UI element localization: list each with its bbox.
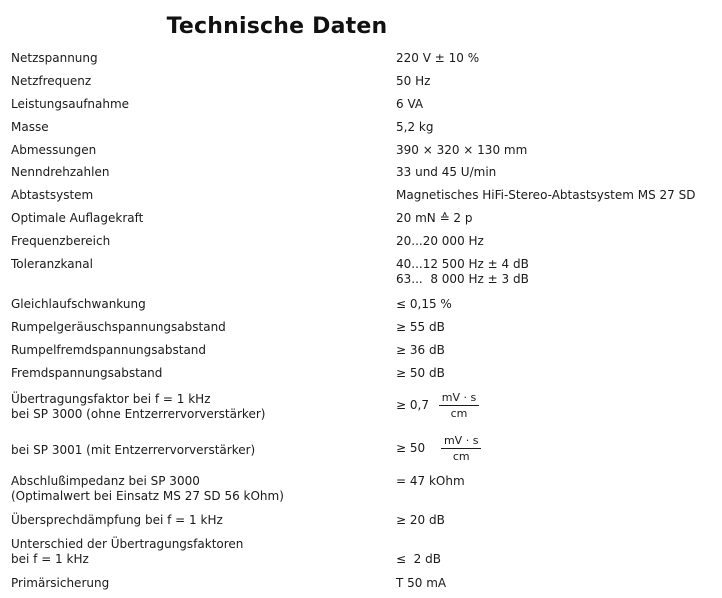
spec-label: Fremdspannungsabstand (11, 366, 163, 380)
unit-fraction: $\frac{mV \cdot s}{cm}$ (441, 434, 481, 463)
page-title: Technische Daten (166, 14, 388, 39)
spec-label: Abmessungen (11, 143, 97, 157)
spec-label: Gleichlaufschwankung (11, 297, 146, 311)
spec-label: Übertragungsfaktor bei f = 1 kHz bei SP 3000 (ohne Entzerrervorverstärker) (11, 392, 266, 421)
spec-label: Nenndrehzahlen (11, 165, 110, 179)
spec-value: 390 × 320 × 130 mm (396, 143, 528, 157)
spec-label: Primärsicherung (11, 576, 110, 590)
spec-label: Übersprechdämpfung bei f = 1 kHz (11, 513, 223, 527)
spec-value: ≤ 2 dB (396, 552, 441, 566)
spec-label: Leistungsaufnahme (11, 97, 130, 111)
spec-label: Rumpelgeräuschspannungsabstand (11, 320, 226, 334)
spec-label: Netzfrequenz (11, 74, 92, 88)
spec-value: ≥ 20 dB (396, 513, 445, 527)
spec-value: 20...20 000 Hz (396, 234, 484, 248)
spec-label: Masse (11, 120, 49, 134)
spec-value: 20 mN ≙ 2 p (396, 211, 473, 225)
spec-value: ≥ 50 $\frac{mV \cdot s}{cm}$ (396, 434, 481, 463)
spec-label: Rumpelfremdspannungsabstand (11, 343, 207, 357)
spec-label: Abschlußimpedanz bei SP 3000 (Optimalwert bei Einsatz MS 27 SD 56 kOhm) (11, 474, 284, 503)
spec-label: Unterschied der Übertragungsfaktoren bei f = 1 kHz (11, 537, 244, 566)
spec-value: ≥ 50 dB (396, 366, 445, 380)
spec-value: ≥ 36 dB (396, 343, 445, 357)
spec-value: 5,2 kg (396, 120, 434, 134)
spec-value: ≥ 55 dB (396, 320, 445, 334)
spec-value: 40...12 500 Hz ± 4 dB 63... 8 000 Hz ± 3 dB (396, 257, 529, 286)
spec-value: ≤ 0,15 % (396, 297, 452, 311)
spec-value: = 47 kOhm (396, 474, 465, 488)
spec-value: 6 VA (396, 97, 424, 111)
spec-label: Netzspannung (11, 51, 98, 65)
spec-label: Abtastsystem (11, 188, 94, 202)
spec-label: Optimale Auflagekraft (11, 211, 144, 225)
spec-value: Magnetisches HiFi-Stereo-Abtastsystem MS 27 SD (396, 188, 696, 202)
unit-fraction: $\frac{mV \cdot s}{cm}$ (439, 391, 479, 420)
spec-value: ≥ 0,7 $\frac{mV \cdot s}{cm}$ (396, 391, 479, 420)
spec-value: 50 Hz (396, 74, 431, 88)
spec-label: bei SP 3001 (mit Entzerrervorverstärker) (11, 443, 256, 457)
spec-value: T 50 mA (396, 576, 447, 590)
spec-label: Toleranzkanal (11, 257, 93, 271)
spec-label: Frequenzbereich (11, 234, 111, 248)
spec-value: 33 und 45 U/min (396, 165, 497, 179)
spec-value: 220 V ± 10 % (396, 51, 480, 65)
